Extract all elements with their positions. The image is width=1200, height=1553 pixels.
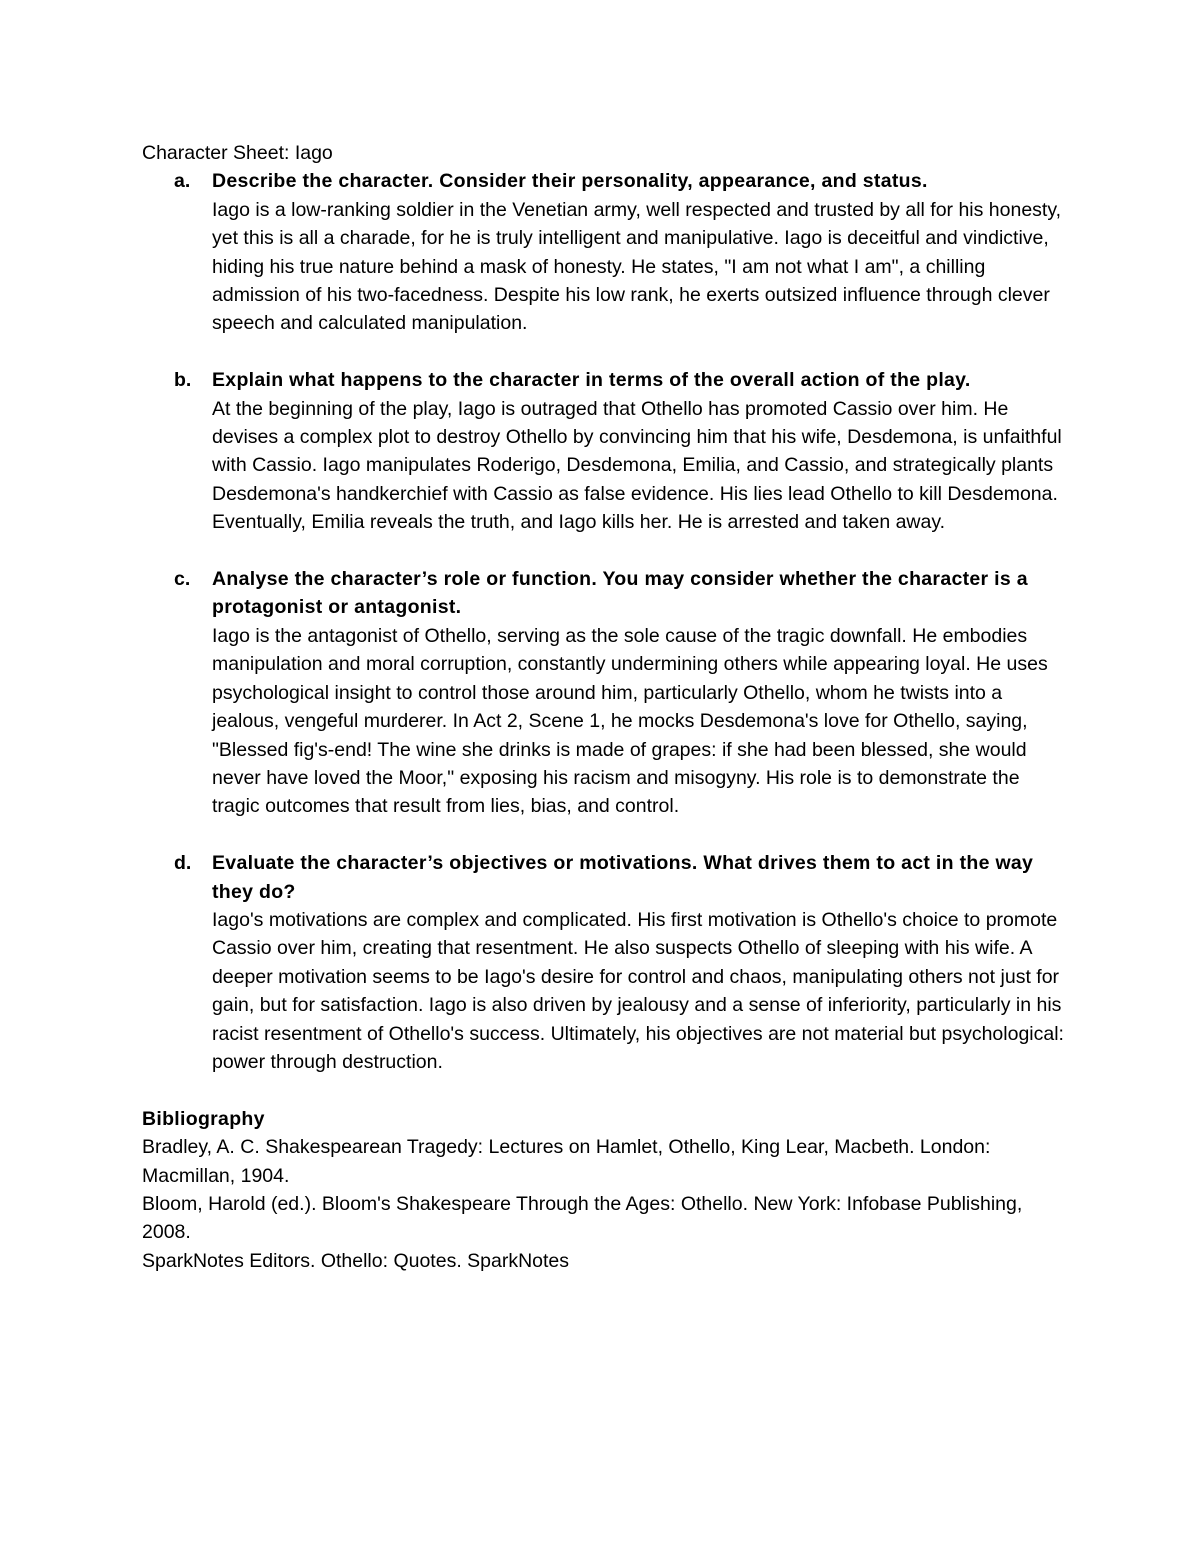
question-prompt: Describe the character. Consider their personality, appearance, and status. xyxy=(212,170,928,193)
document-title: Character Sheet: Iago xyxy=(142,142,333,164)
question-prompt: Explain what happens to the character in terms of the overall action of the play. xyxy=(212,369,971,392)
question-item-d xyxy=(142,849,1072,1076)
question-item-a xyxy=(142,167,1072,337)
bibliography-list xyxy=(142,1133,1072,1275)
question-answer: Iago's motivations are complex and complicated. His first motivation is Othello's choice to promote Cassio over him, creating that resentment. He also suspects Othello of sleeping with his wife. A deeper motivation seems to be Iago's desire for control and chaos, manipulating others not just for gain, but for satisfaction. Iago is also driven by jealousy and a sense of inferiority, particularly in his racist resentment of Othello's success. Ultimately, his objectives are not material but psychological: power through destruction. xyxy=(212,908,1064,1073)
question-marker: b. xyxy=(174,369,192,392)
bibliography-entry: Bradley, A. C. Shakespearean Tragedy: Lectures on Hamlet, Othello, King Lear, Macbeth. London: Macmillan, 1904. xyxy=(142,1136,991,1187)
question-marker: c. xyxy=(174,568,191,591)
question-item-c xyxy=(142,565,1072,821)
question-item-b xyxy=(142,366,1072,536)
question-marker: d. xyxy=(174,852,192,875)
question-answer: Iago is a low-ranking soldier in the Venetian army, well respected and trusted by all for his honesty, yet this is all a charade, for he is truly intelligent and manipulative. Iago is deceitful and vindictive, hiding his true nature behind a mask of honesty. He states, "I am not what I am", a chilling admission of his two-facedness. Despite his low rank, he exerts outsized influence through clever speech and calculated manipulation. xyxy=(212,198,1062,335)
question-answer: At the beginning of the play, Iago is outraged that Othello has promoted Cassio over him. He devises a complex plot to destroy Othello by convincing him that his wife, Desdemona, is unfaithful with Cassio. Iago manipulates Roderigo, Desdemona, Emilia, and Cassio, and strategically plants Desdemona's handkerchief with Cassio as false evidence. His lies lead Othello to kill Desdemona. Eventually, Emilia reveals the truth, and Iago kills her. He is arrested and taken away. xyxy=(212,397,1062,534)
document-page xyxy=(142,139,1072,1275)
question-list xyxy=(142,167,1072,1076)
bibliography-entry: Bloom, Harold (ed.). Bloom's Shakespeare Through the Ages: Othello. New York: Infobase Publishing, 2008. xyxy=(142,1192,1023,1244)
bibliography-heading: Bibliography xyxy=(142,1107,265,1130)
bibliography-entry: SparkNotes Editors. Othello: Quotes. SparkNotes xyxy=(142,1249,570,1272)
question-answer: Iago is the antagonist of Othello, serving as the sole cause of the tragic downfall. He embodies manipulation and moral corruption, constantly undermining others while appearing loyal. He uses psychological insight to control those around him, particularly Othello, whom he twists into a jealous, vengeful murderer. In Act 2, Scene 1, he mocks Desdemona's love for Othello, saying, "Blessed fig's-end! The wine she drinks is made of grapes: if she had been blessed, she would never have loved the Moor," exposing his racism and misogyny. His role is to demonstrate the tragic outcomes that result from lies, bias, and control. xyxy=(212,624,1048,818)
question-prompt: Evaluate the character’s objectives or motivations. What drives them to act in the way they do? xyxy=(212,852,1034,903)
question-prompt: Analyse the character’s role or function. You may consider whether the character is a protagonist or antagonist. xyxy=(212,568,1028,619)
question-marker: a. xyxy=(174,170,191,193)
